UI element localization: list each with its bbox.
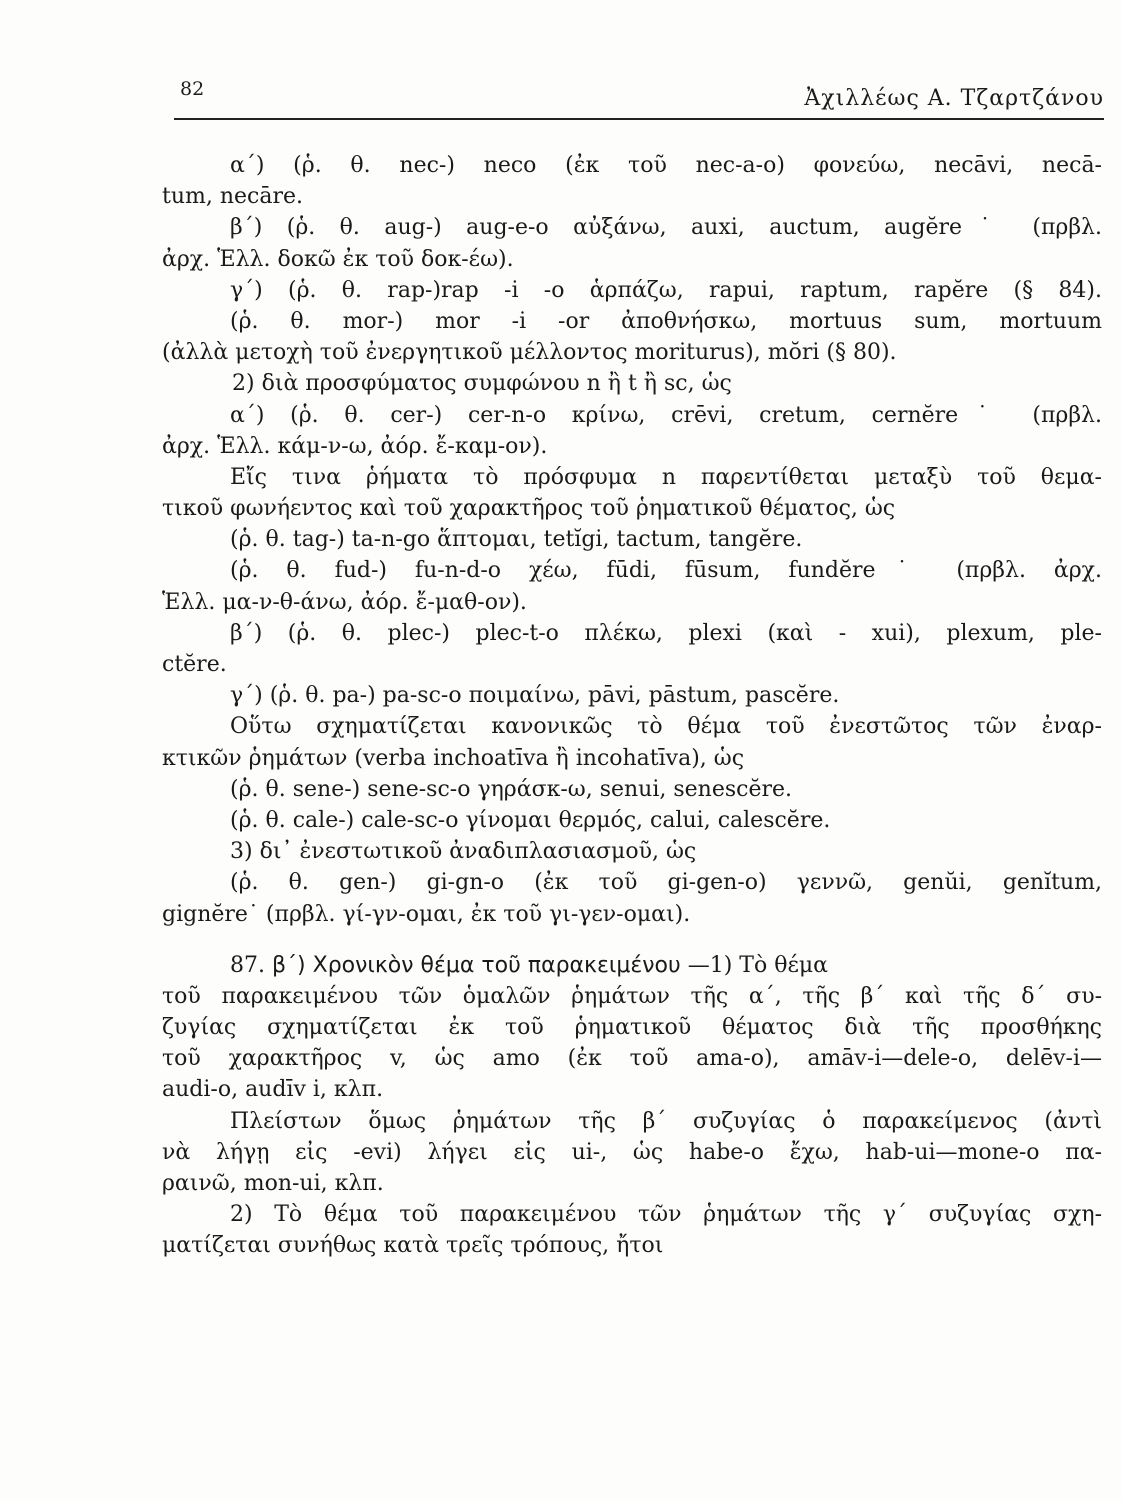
text-line: β΄) (ῥ. θ. plec-) plec-t-o πλέκω, plexi (καὶ - xui), plexum, ple- bbox=[230, 620, 1102, 646]
text-line: νὰ λήγῃ εἰς -evi) λήγει εἰς ui-, ὡς habe-o ἔχω, hab-ui—mone-o πα- bbox=[162, 1139, 1102, 1165]
text-line: γ΄) (ῥ. θ. rap-)rap -i -o ἁρπάζω, rapui, raptum, rapĕre (§ 84). bbox=[230, 277, 1102, 303]
text-line: ματίζεται συνήθως κατὰ τρεῖς τρόπους, ἤτοι bbox=[162, 1233, 664, 1259]
text-line: 2) διὰ προσφύματος συμφώνου n ἢ t ἢ sc, ὡς bbox=[232, 371, 732, 397]
header-rule bbox=[174, 118, 1104, 120]
text-line: gignĕre˙ (πρβλ. γί-γν-ομαι, ἐκ τοῦ γι-γεν-ομαι). bbox=[162, 901, 691, 927]
section-lead: —1) Τὸ θέμα bbox=[687, 952, 829, 978]
text-line: ἀρχ. Ἑλλ. δοκῶ ἐκ τοῦ δοκ-έω). bbox=[162, 246, 514, 272]
text-line: (ῥ. θ. mor-) mor -i -or ἀποθνήσκω, mortuus sum, mortuum bbox=[230, 308, 1102, 334]
text-line: γ΄) (ῥ. θ. pa-) pa-sc-o ποιμαίνω, pāvi, pāstum, pascĕre. bbox=[230, 683, 840, 709]
page-body bbox=[162, 150, 1102, 1262]
text-line: ραινῶ, mon-ui, κλπ. bbox=[162, 1171, 384, 1196]
text-line: (ῥ. θ. tag-) ta-n-go ἅπτομαι, tetĭgi, tactum, tangĕre. bbox=[230, 527, 803, 553]
page-number: 82 bbox=[180, 78, 205, 100]
text-line: 2) Τὸ θέμα τοῦ παρακειμένου τῶν ῥημάτων τῆς γ΄ συζυγίας σχη- bbox=[230, 1202, 1102, 1228]
text-line: Εἴς τινα ῥήματα τὸ πρόσφυμα n παρεντίθεται μεταξὺ τοῦ θεμα- bbox=[230, 464, 1102, 490]
text-line: τοῦ χαρακτῆρος v, ὡς amo (ἐκ τοῦ ama-o), amāv-i—dele-o, delēv-i— bbox=[162, 1046, 1102, 1072]
text-line: (ῥ. θ. cale-) cale-sc-o γίνομαι θερμός, calui, calescĕre. bbox=[230, 807, 831, 833]
text-line: ἀρχ. Ἑλλ. κάμ-ν-ω, ἀόρ. ἔ-καμ-ον). bbox=[162, 433, 548, 459]
text-line: (ἀλλὰ μετοχὴ τοῦ ἐνεργητικοῦ μέλλοντος moriturus), mŏri (§ 80). bbox=[162, 340, 897, 366]
text-line: (ῥ. θ. sene-) sene-sc-o γηράσκ-ω, senui, senescĕre. bbox=[230, 776, 793, 802]
text-line: α΄) (ῥ. θ. cer-) cer-n-o κρίνω, crēvi, cretum, cernĕre˙ (πρβλ. bbox=[230, 402, 1102, 428]
section-title: β΄) Χρονικὸν θέμα τοῦ παρακειμένου bbox=[272, 952, 681, 978]
section-heading-line bbox=[162, 950, 1102, 981]
text-line: τικοῦ φωνήεντος καὶ τοῦ χαρακτῆρος τοῦ ῥηματικοῦ θέματος, ὡς bbox=[162, 496, 896, 522]
text-line: Πλείστων ὅμως ῥημάτων τῆς β΄ συζυγίας ὁ παρακείμενος (ἀντὶ bbox=[230, 1108, 1102, 1134]
text-line: (ῥ. θ. gen-) gi-gn-o (ἐκ τοῦ gi-gen-o) γεννῶ, genŭi, genĭtum, bbox=[230, 870, 1102, 896]
page-header bbox=[158, 78, 1104, 118]
section-gap bbox=[162, 930, 1102, 950]
text-line: τοῦ παρακειμένου τῶν ὁμαλῶν ῥημάτων τῆς α΄, τῆς β΄ καὶ τῆς δ΄ συ- bbox=[162, 983, 1102, 1009]
text-line: ctĕre. bbox=[162, 652, 227, 677]
text-line: tum, necāre. bbox=[162, 184, 304, 210]
text-line: Οὕτω σχηματίζεται κανονικῶς τὸ θέμα τοῦ ἐνεστῶτος τῶν ἐναρ- bbox=[230, 714, 1102, 740]
text-line: Ἑλλ. μα-ν-θ-άνω, ἀόρ. ἔ-μαθ-ον). bbox=[162, 589, 527, 615]
text-line: ζυγίας σχηματίζεται ἐκ τοῦ ῥηματικοῦ θέματος διὰ τῆς προσθήκης bbox=[162, 1015, 1102, 1041]
text-line: κτικῶν ῥημάτων (verba inchoatīva ἢ incohatīva), ὡς bbox=[162, 745, 745, 771]
section-number: 87. bbox=[230, 952, 265, 978]
text-line: 3) δι᾽ ἐνεστωτικοῦ ἀναδιπλασιασμοῦ, ὡς bbox=[230, 839, 697, 865]
running-head: Ἀχιλλέως Α. Τζαρτζάνου bbox=[804, 86, 1104, 111]
text-line: β΄) (ῥ. θ. aug-) aug-e-o αὐξάνω, auxi, auctum, augĕre˙ (πρβλ. bbox=[230, 215, 1102, 241]
text-line: (ῥ. θ. fud-) fu-n-d-o χέω, fūdi, fūsum, fundĕre˙ (πρβλ. ἀρχ. bbox=[230, 558, 1102, 584]
text-line: audi-o, audīv i, κλπ. bbox=[162, 1077, 384, 1103]
text-line: α΄) (ῥ. θ. nec-) neco (ἐκ τοῦ nec-a-o) φονεύω, necāvi, necā- bbox=[230, 153, 1102, 178]
